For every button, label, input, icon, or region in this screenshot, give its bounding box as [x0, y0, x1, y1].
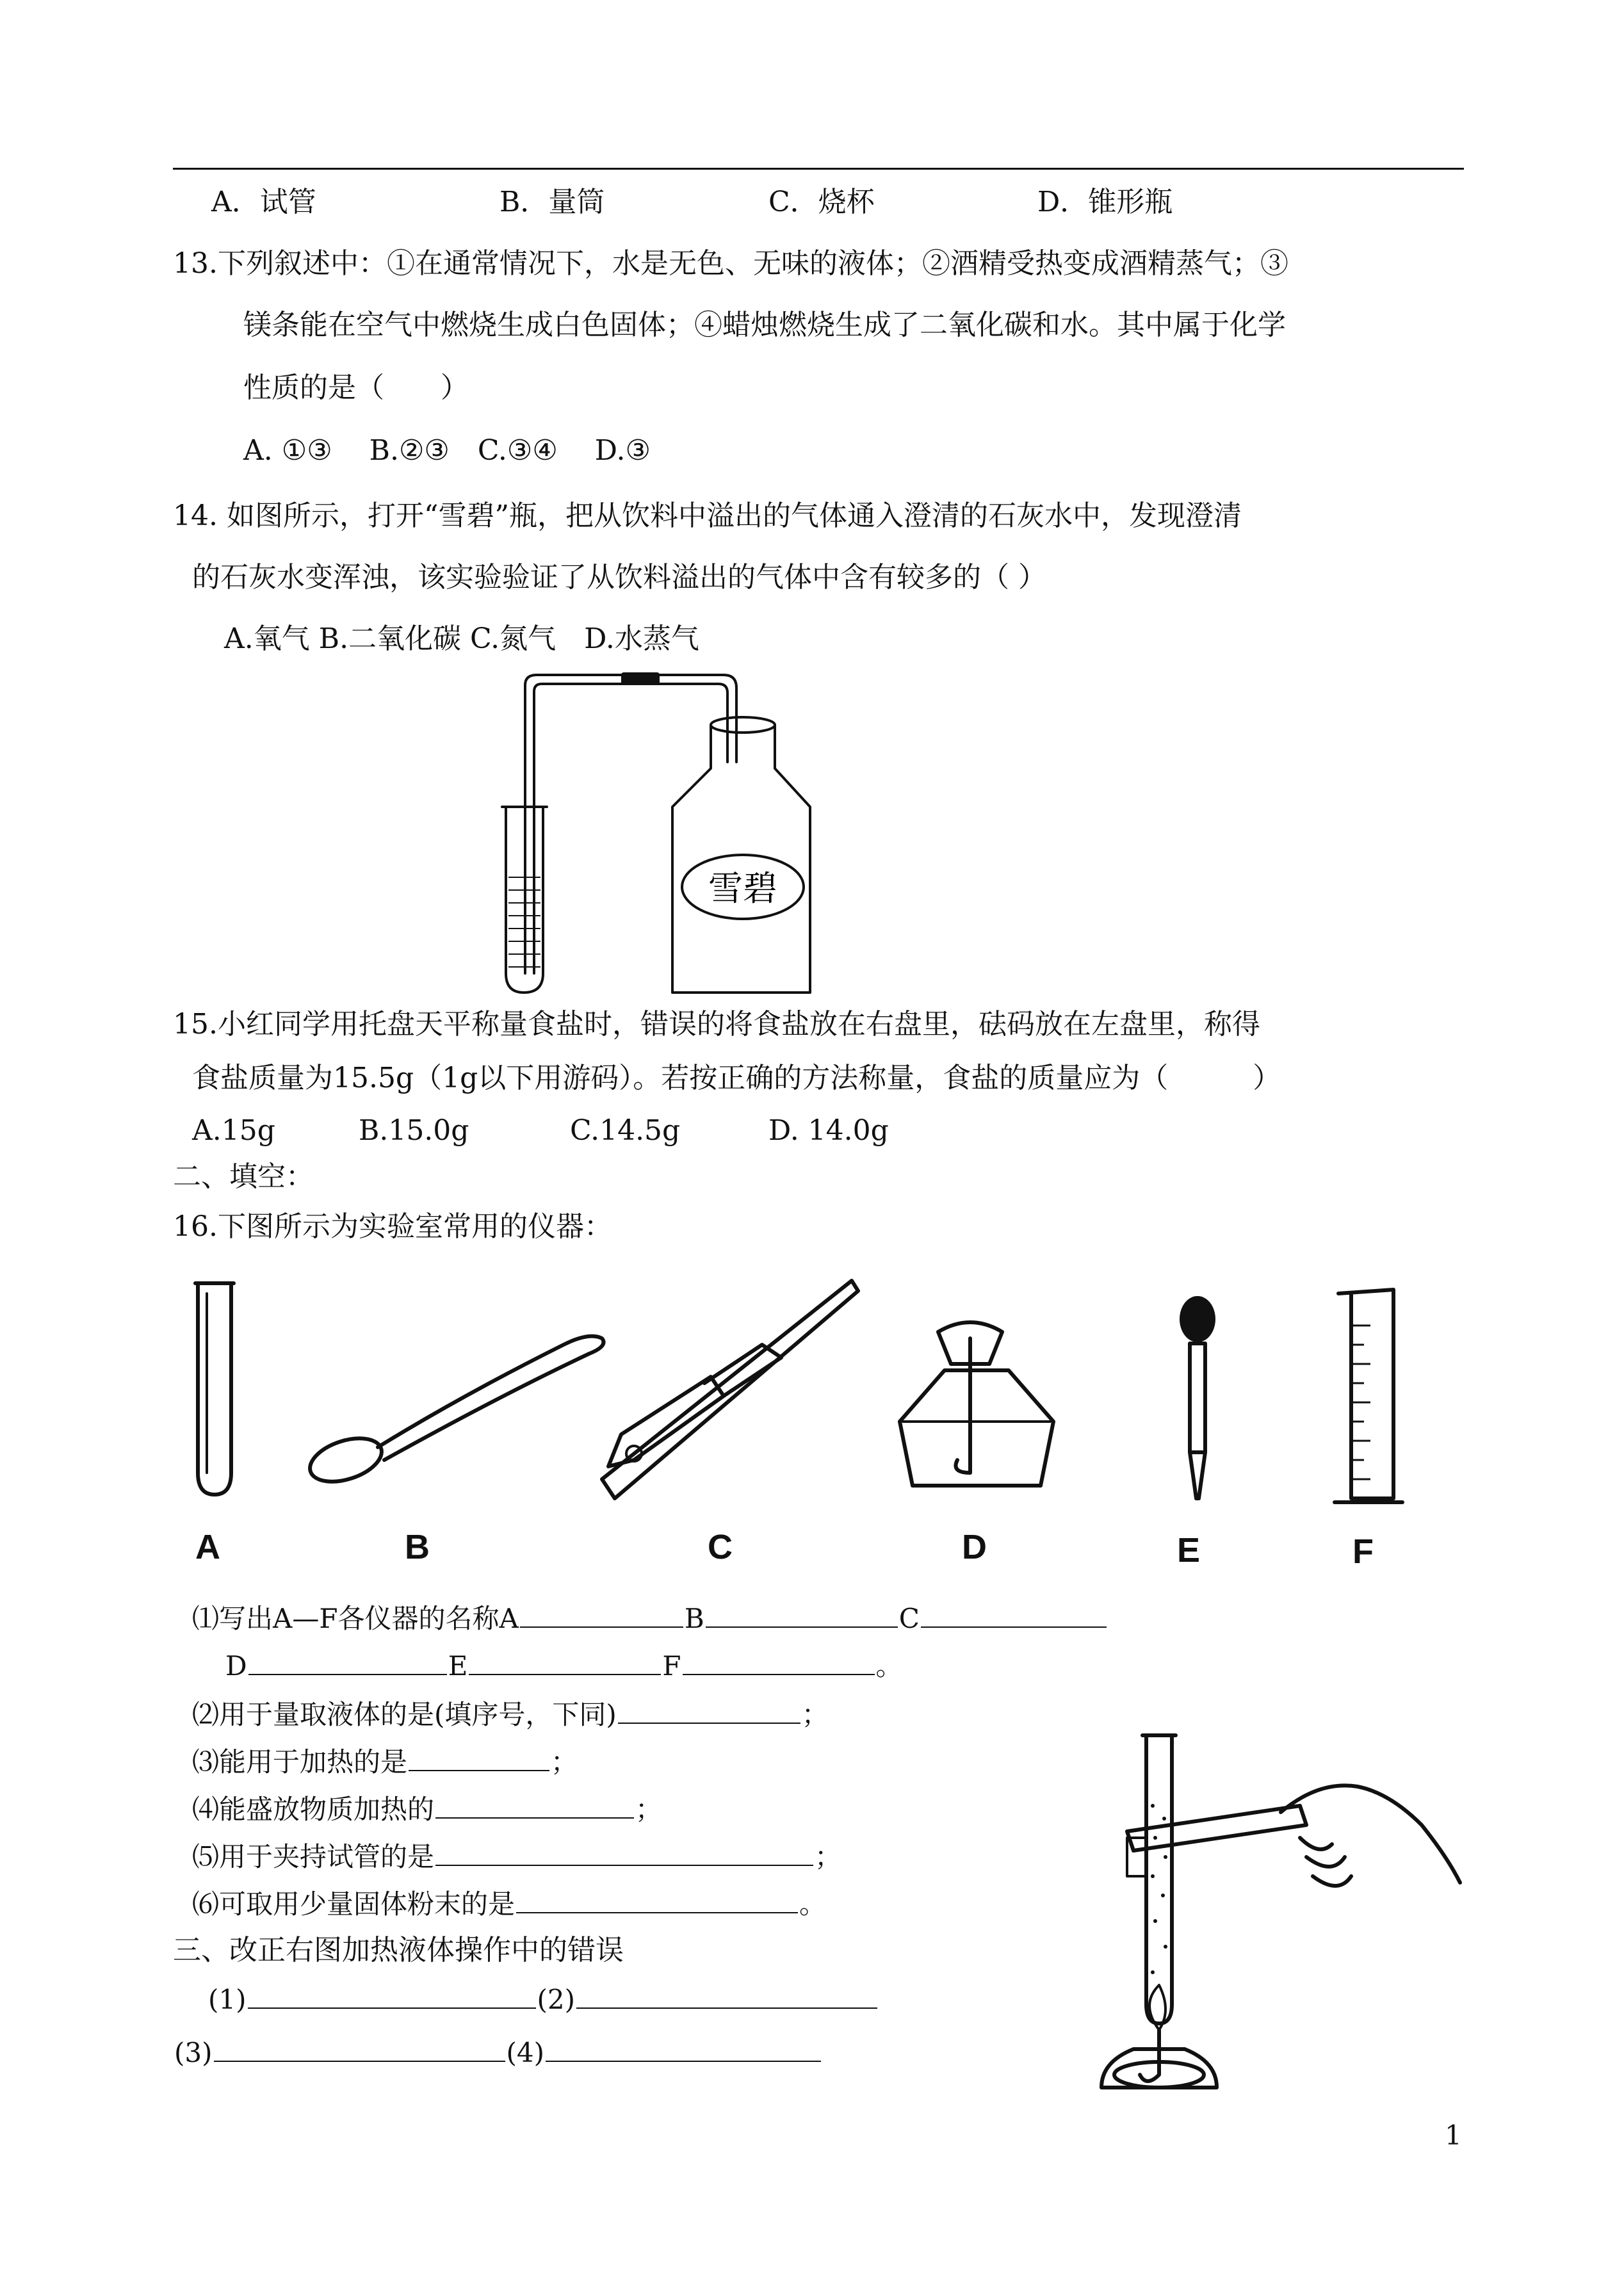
q13-line3: 性质的是（ ）: [243, 371, 469, 404]
q13-line2: 镁条能在空气中燃烧生成白色固体；④蜡烛燃烧生成了二氧化碳和水。其中属于化学: [243, 309, 1286, 341]
q16-s2-text: ⑵用于量取液体的是(填序号，下同): [192, 1699, 617, 1730]
section3-item4-blank[interactable]: [546, 2035, 821, 2062]
section3-item1-label: (1): [208, 1984, 247, 2015]
page-number: 1: [1445, 2120, 1462, 2151]
graduated-cylinder-icon: [1332, 1287, 1409, 1518]
q12-option-d: D．锥形瓶: [1037, 186, 1173, 218]
q16-s5-end: ；: [815, 1841, 842, 1872]
q16-s5: [192, 1839, 841, 1874]
section3-item2-blank[interactable]: [576, 1982, 877, 2009]
section3-item4-label: (4): [506, 2037, 544, 2068]
q16-s6-end: 。: [799, 1888, 827, 1920]
alcohol-lamp-icon: [893, 1313, 1060, 1492]
q16-s1-line2: [225, 1648, 903, 1683]
q16-s6-blank[interactable]: [516, 1886, 798, 1913]
answer-a-label: A: [499, 1603, 519, 1634]
section3-item3-label: (3): [174, 2037, 213, 2068]
q12-option-a: A．试管: [211, 186, 316, 218]
section3-item2-label: (2): [537, 1984, 575, 2015]
q15-option-b: B.15.0g: [359, 1114, 469, 1147]
q16-s3: [192, 1744, 578, 1780]
answer-c-blank[interactable]: [921, 1601, 1107, 1628]
q15-line1: 15.小红同学用托盘天平称量食盐时，错误的将食盐放在右盘里，砝码放在左盘里，称得: [173, 1008, 1260, 1041]
answer-f-label: F: [662, 1650, 681, 1682]
instrument-label-e: E: [1177, 1531, 1201, 1569]
section3-heading: 三、改正右图加热液体操作中的错误: [173, 1934, 624, 1967]
answer-c-label: C: [898, 1603, 920, 1634]
q16-s3-text: ⑶能用于加热的是: [192, 1746, 408, 1778]
answer-f-blank[interactable]: [683, 1648, 875, 1675]
q16-s1-prefix: ⑴写出A—F各仪器的名称: [192, 1603, 499, 1634]
section3-item1-blank[interactable]: [248, 1982, 536, 2009]
q16-s1-line1: [192, 1601, 1108, 1636]
answer-b-blank[interactable]: [706, 1601, 898, 1628]
test-tube-icon: [189, 1281, 240, 1498]
heating-liquid-illustration: [1089, 1729, 1473, 2100]
period: 。: [875, 1650, 903, 1682]
q14-line1: 14. 如图所示，打开“雪碧”瓶，把从饮料中溢出的气体通入澄清的石灰水中，发现澄清: [173, 499, 1242, 532]
q16-s2-end: ；: [801, 1699, 829, 1730]
top-rule: [173, 168, 1464, 170]
q15-option-c: C.14.5g: [570, 1114, 681, 1147]
instrument-label-b: B: [405, 1528, 430, 1566]
q14-options: A.氧气 B.二氧化碳 C.氮气 D.水蒸气: [224, 622, 699, 655]
section3-row2: [174, 2035, 822, 2070]
q16-s3-end: ；: [551, 1746, 578, 1778]
q14-apparatus-figure: [487, 666, 820, 999]
instrument-label-a: A: [195, 1528, 220, 1566]
section3-row1: [208, 1982, 879, 2017]
q16-s3-blank[interactable]: [409, 1744, 549, 1771]
q16-s2-blank[interactable]: [618, 1697, 800, 1724]
q16-intro: 16.下图所示为实验室常用的仪器：: [173, 1210, 612, 1243]
section3-item3-blank[interactable]: [214, 2035, 505, 2062]
q16-s5-text: ⑸用于夹持试管的是: [192, 1841, 435, 1872]
q16-s2: [192, 1697, 829, 1732]
answer-d-label: D: [225, 1650, 247, 1682]
q13-line1: 13.下列叙述中：①在通常情况下，水是无色、无味的液体；②酒精受热变成酒精蒸气；③: [173, 247, 1288, 280]
instrument-label-d: D: [962, 1528, 987, 1566]
q15-option-a: A.15g: [192, 1114, 275, 1147]
section2-heading: 二、填空：: [173, 1160, 314, 1193]
bottle-label: 雪碧: [708, 868, 777, 909]
q16-s4-text: ⑷能盛放物质加热的: [192, 1794, 435, 1825]
answer-a-blank[interactable]: [520, 1601, 683, 1628]
q13-options: A. ①③ B.②③ C.③④ D.③: [243, 434, 651, 467]
answer-d-blank[interactable]: [248, 1648, 447, 1675]
instrument-label-c: C: [708, 1528, 733, 1566]
answer-e-blank[interactable]: [469, 1648, 661, 1675]
test-tube-holder-icon: [596, 1274, 865, 1505]
q16-s4-blank[interactable]: [435, 1792, 634, 1819]
spoon-icon: [307, 1319, 615, 1486]
q15-line2: 食盐质量为15.5g（1g以下用游码）。若按正确的方法称量，食盐的质量应为（ ）: [192, 1062, 1281, 1094]
q16-s5-blank[interactable]: [435, 1839, 813, 1866]
q16-s4: [192, 1792, 662, 1827]
answer-e-label: E: [448, 1650, 468, 1682]
q16-s6-text: ⑹可取用少量固体粉末的是: [192, 1888, 516, 1920]
q15-option-d: D. 14.0g: [768, 1114, 889, 1147]
q14-line2: 的石灰水变浑浊，该实验验证了从饮料溢出的气体中含有较多的（ ）: [192, 561, 1046, 594]
q12-option-c: C．烧杯: [768, 186, 875, 218]
q12-option-b: B．量筒: [499, 186, 605, 218]
answer-b-label: B: [684, 1603, 704, 1634]
q16-s4-end: ；: [635, 1794, 663, 1825]
dropper-icon: [1172, 1293, 1223, 1505]
instrument-label-f: F: [1352, 1532, 1374, 1571]
q16-s6: [192, 1886, 826, 1922]
